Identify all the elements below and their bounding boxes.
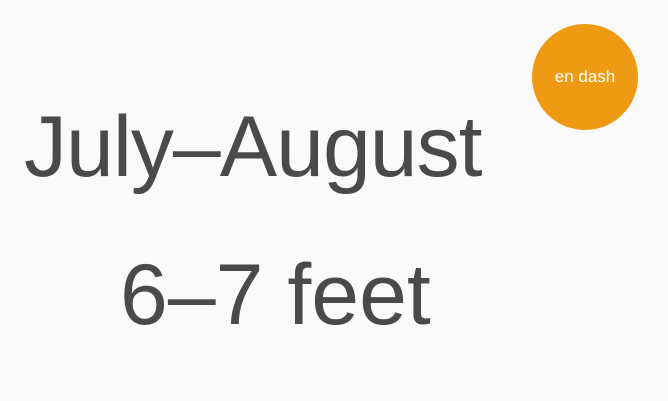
example-measurement-range: 6–7 feet bbox=[120, 247, 431, 343]
example-date-range: July–August bbox=[24, 99, 482, 195]
badge-label: en dash bbox=[554, 67, 616, 86]
en-dash-badge bbox=[532, 24, 638, 130]
